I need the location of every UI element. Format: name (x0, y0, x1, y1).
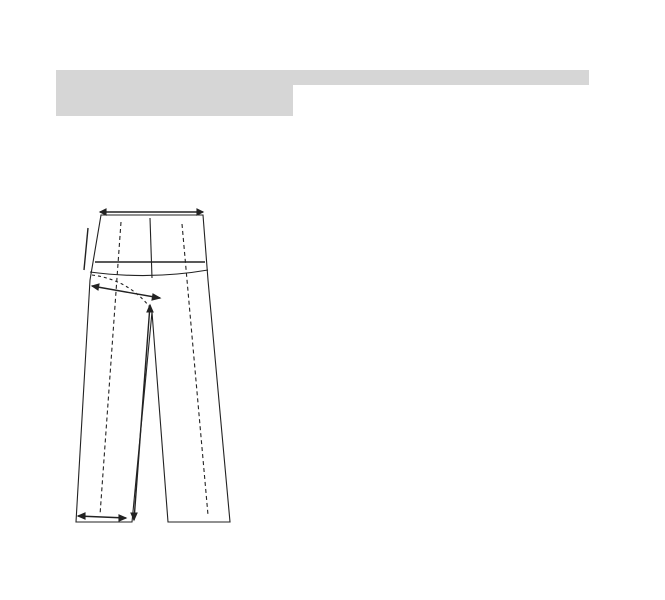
front-crease (100, 222, 121, 515)
header-fill-left (56, 70, 293, 116)
header-fill-right (470, 70, 589, 85)
header-fill-production (293, 70, 470, 85)
header-fill-sizes (293, 85, 589, 116)
pants-sketch (76, 209, 230, 522)
pants-outline-icon (76, 215, 230, 522)
